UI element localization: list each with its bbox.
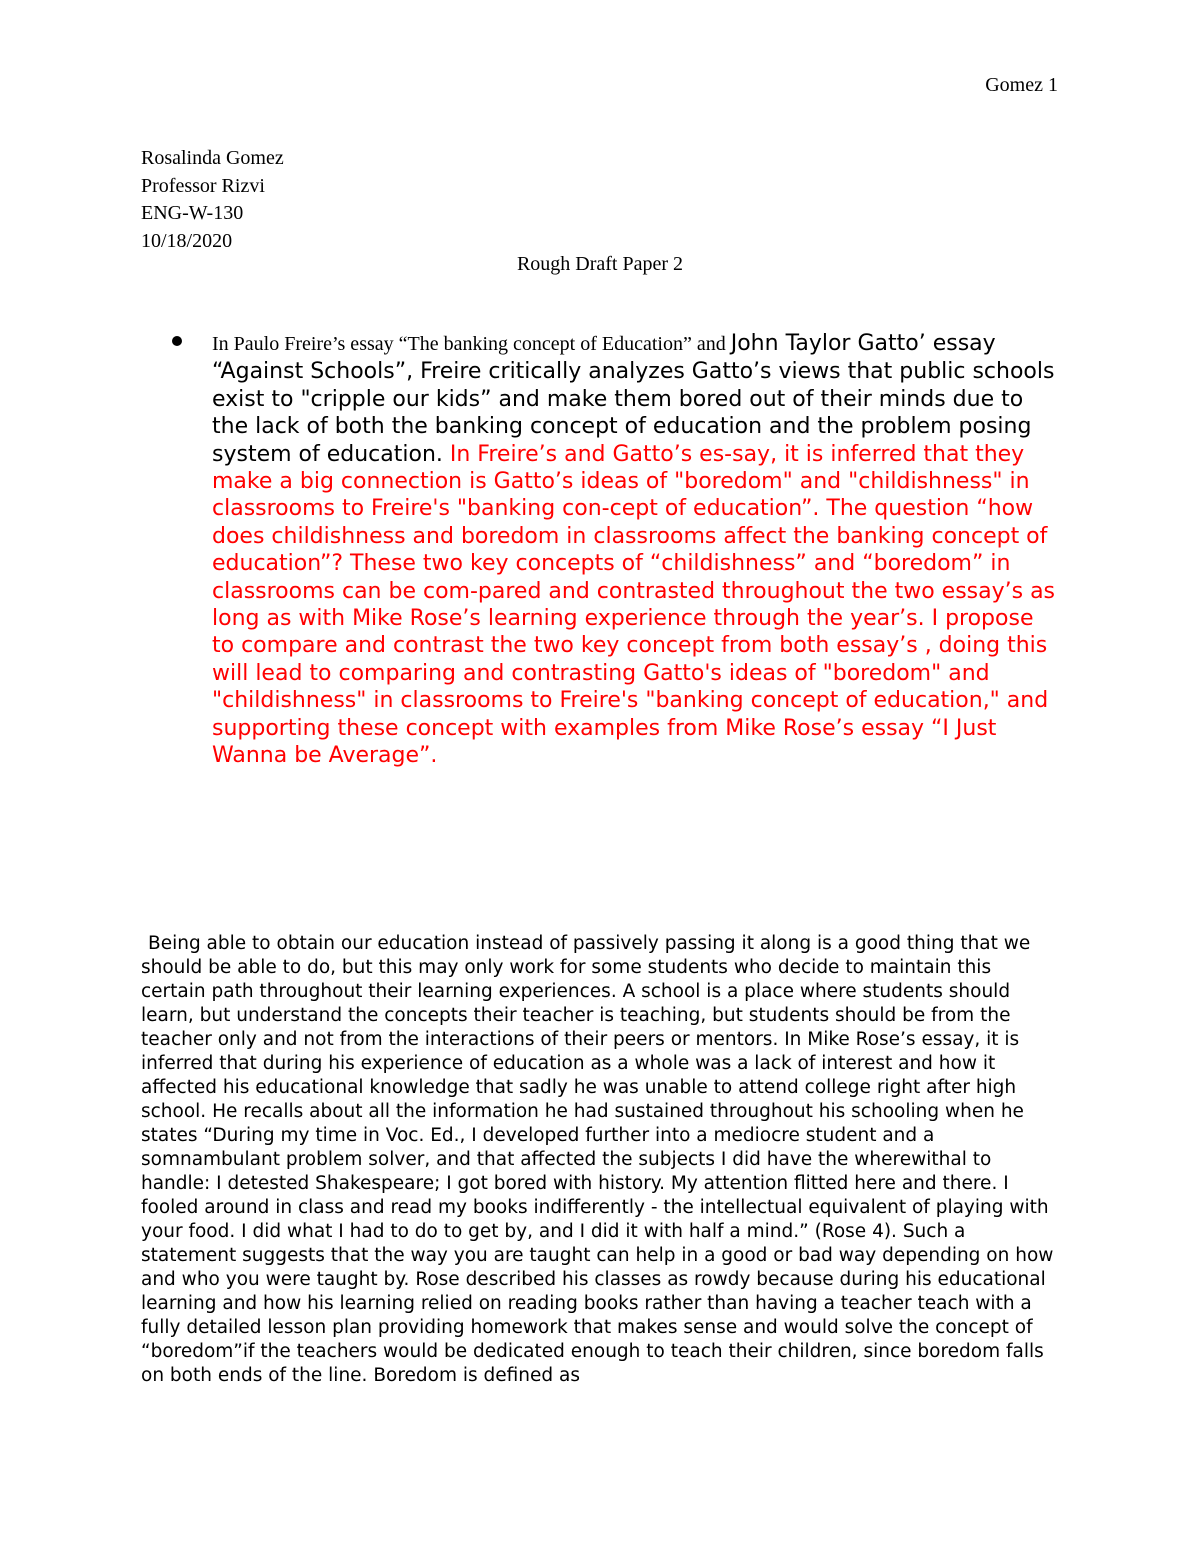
thesis-lead: In Paulo Freire’s essay “The banking concept of Education” and xyxy=(212,333,731,355)
bullet-icon xyxy=(172,336,182,346)
thesis-bullet xyxy=(172,330,1062,770)
author-name: Rosalinda Gomez xyxy=(141,147,284,169)
running-head: Gomez 1 xyxy=(985,74,1058,96)
body-paragraph: Being able to obtain our education instead of passively passing it along is a good thing that we should be able to do, but this may only work for some students who decide to maintain this certain path throughout their learning experiences. A school is a place where students should learn, but understand the concepts their teacher is teaching, but students should be from the teacher only and not from the interactions of their peers or mentors. In Mike Rose’s essay, it is inferred that during his experience of education as a whole was a lack of interest and how it affected his educational knowledge that sadly he was unable to attend college right after high school. He recalls about all the information he had sustained throughout his schooling when he states “During my time in Voc. Ed., I developed further into a mediocre student and a somnambulant problem solver, and that affected the subjects I did have the wherewithal to handle: I detested Shakespeare; I got bored with history. My attention flitted here and there. I fooled around in class and read my books indifferently - the intellectual equivalent of playing with your food. I did what I had to do to get by, and I did it with half a mind.” (Rose 4). Such a statement suggests that the way you are taught can help in a good or bad way depending on how and who you were taught by. Rose described his classes as rowdy because during his educational learning and how his learning relied on reading books rather than having a teacher teach with a fully detailed lesson plan providing homework that makes sense and would solve the concept of “boredom”if the teachers would be dedicated enough to teach their children, since boredom falls on both ends of the line. Boredom is defined as xyxy=(141,933,1054,1386)
body-section xyxy=(141,932,1061,1388)
date: 10/18/2020 xyxy=(141,229,233,252)
paper-title: Rough Draft Paper 2 xyxy=(516,253,684,275)
instructor-name: Professor Rizvi xyxy=(141,174,265,197)
thesis-text xyxy=(212,330,1062,770)
thesis-red-text: In Freire’s and Gatto’s es-say, it is inferred that they make a big connection is Gatto’s ideas of "boredom" and "childishness" in classrooms to Freire's "banking con-cept of education”. The question “how does childishness and boredom in classrooms affect the banking concept of education”? These two key concepts of “childishness” and “boredom” in classrooms can be com-pared and contrasted throughout the two essay’s as long as with Mike Rose’s learning experience through the year’s. I propose to compare and contrast the two key concept from both essay’s , doing this will lead to comparing and contrasting Gatto's ideas of "boredom" and "childishness" in classrooms to Freire's "banking concept of education," and supporting these concept with examples from Mike Rose’s essay “I Just Wanna be Average”. xyxy=(212,441,1056,769)
course-code: ENG-W-130 xyxy=(141,202,244,224)
mla-heading xyxy=(141,145,284,255)
thesis-black-text: John Taylor Gatto’ essay “Against Schools”, Freire critically analyzes Gatto’s views that public schools exist to "cripple our kids” and make them bored out of their minds due to the lack of both the banking concept of education and the problem posing system of education. xyxy=(212,331,1055,467)
